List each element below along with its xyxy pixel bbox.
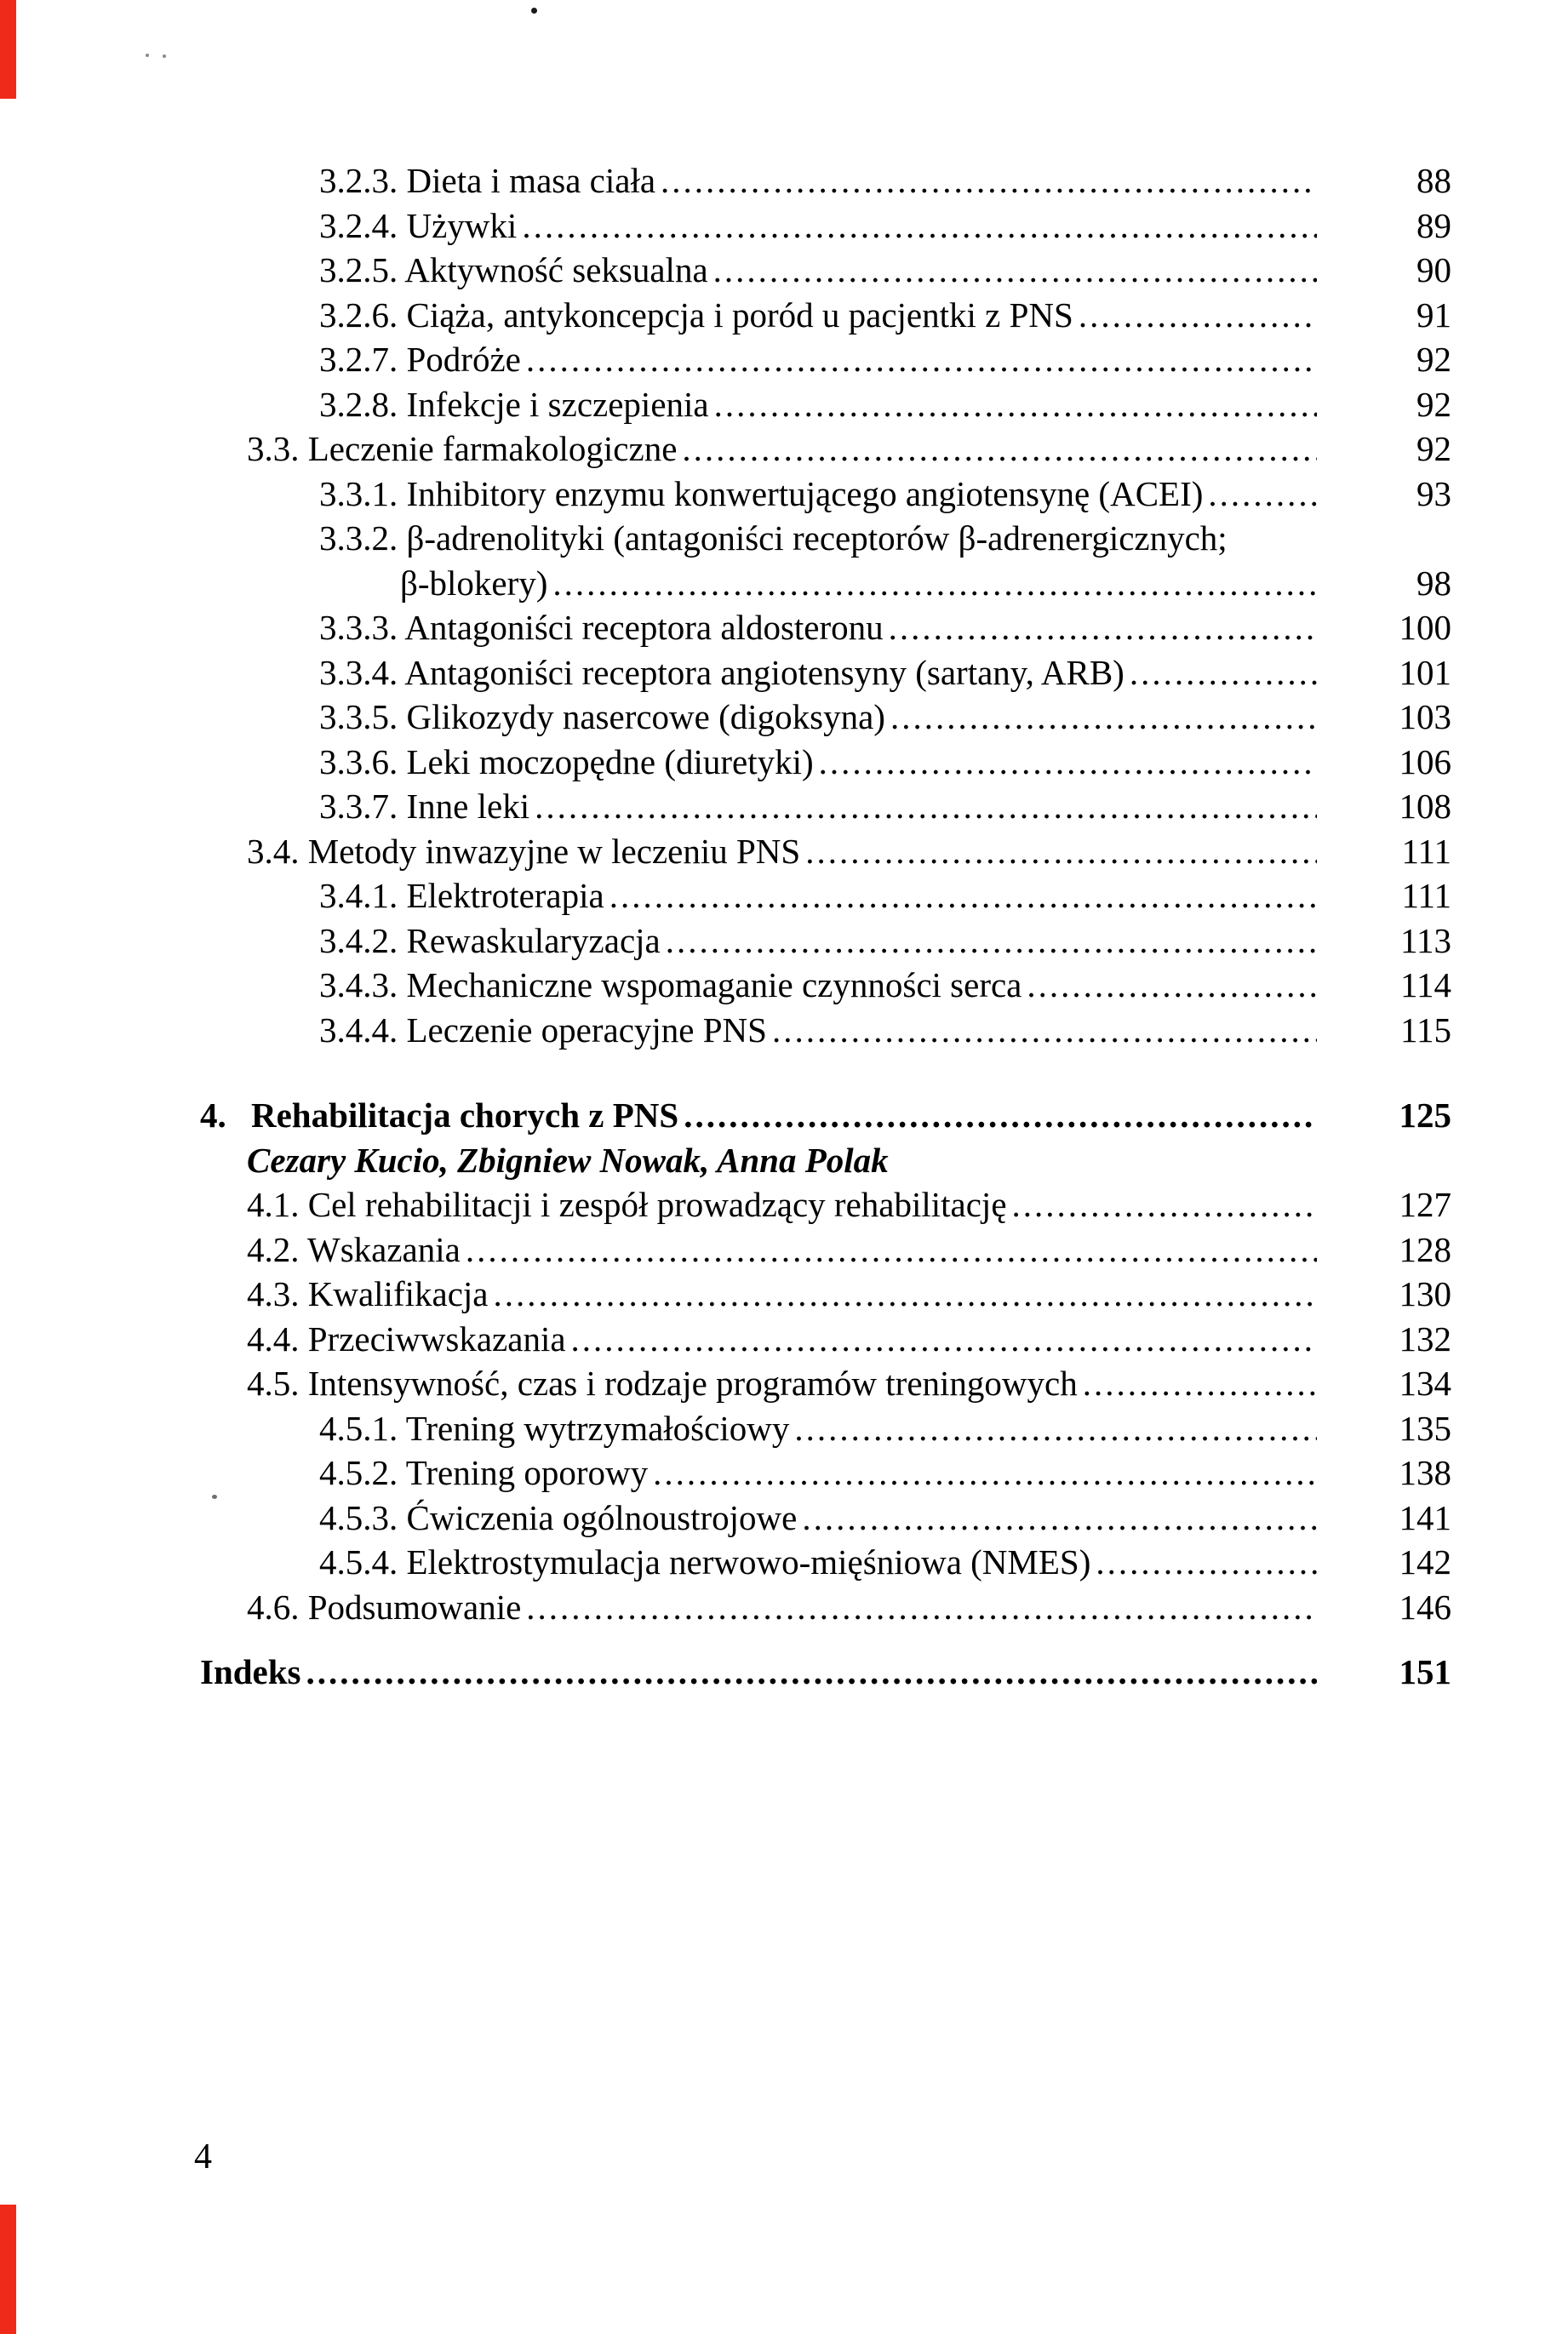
toc-entry-page: 92 [1416, 340, 1451, 379]
toc-entry-page: 142 [1399, 1542, 1451, 1582]
toc-entry [200, 1182, 1451, 1227]
toc-entry-label: 3.2.3. Dieta i masa ciała [319, 161, 656, 200]
toc-entry [200, 426, 1451, 472]
toc-entry-page: 134 [1399, 1364, 1451, 1403]
dot-leader [805, 829, 1317, 874]
page-number-footer: 4 [194, 2137, 212, 2177]
toc-entry-page: 141 [1399, 1497, 1451, 1537]
toc-entry [200, 1317, 1451, 1362]
toc-entry-label: 3.3.4. Antagoniści receptora angiotensyny (sartany, ARB) [319, 652, 1124, 692]
dot-leader [794, 1406, 1317, 1451]
toc-entry-page: 138 [1399, 1453, 1451, 1492]
toc-entry-label: 3.3.5. Glikozydy nasercowe (digoksyna) [319, 697, 885, 736]
toc-entry-label: 3.4. Metody inwazyjne w leczeniu PNS [247, 831, 801, 871]
toc-entry [200, 918, 1451, 964]
dot-leader [890, 695, 1317, 740]
dot-leader [535, 784, 1317, 829]
toc-entry-page: 111 [1401, 831, 1451, 871]
dot-leader [493, 1272, 1317, 1317]
toc-entry-label: 3.3.2. β-adrenolityki (antagoniści receptorów β-adrenergicznych; [319, 518, 1228, 558]
toc-entry-label: Rehabilitacja chorych z PNS [251, 1095, 679, 1135]
toc-entry [200, 1540, 1451, 1585]
toc-entry-page: 111 [1401, 876, 1451, 915]
dot-leader [666, 918, 1317, 964]
toc-entry-page: 135 [1399, 1408, 1451, 1448]
toc-entry-label: 3.2.7. Podróże [319, 340, 521, 379]
toc-entry-label: β-blokery) [400, 563, 548, 603]
toc-entry [200, 337, 1451, 382]
dot-leader [889, 605, 1317, 650]
toc-entry-page: 125 [1399, 1095, 1451, 1135]
toc-entry [200, 695, 1451, 740]
toc-entry [200, 963, 1451, 1008]
toc-entry-page: 151 [1399, 1652, 1451, 1691]
toc-entry [200, 1227, 1451, 1273]
dot-leader [571, 1317, 1317, 1362]
toc-entry-page: 106 [1399, 741, 1451, 781]
toc-entry-label: 4.3. Kwalifikacja [247, 1274, 489, 1313]
toc-entry-page: 128 [1399, 1229, 1451, 1269]
toc-entry [200, 382, 1451, 427]
toc-entry-label: 3.2.5. Aktywność seksualna [319, 250, 708, 289]
dot-leader [682, 426, 1317, 472]
toc-entry-page: 91 [1416, 295, 1451, 335]
toc-entry-label: 4.2. Wskazania [247, 1229, 461, 1269]
toc-entry-number: 4. [200, 1095, 226, 1135]
dot-leader [1012, 1182, 1317, 1227]
toc-entry-label: 3.2.8. Infekcje i szczepienia [319, 384, 709, 424]
dot-leader [466, 1227, 1317, 1273]
dot-leader [661, 158, 1317, 203]
dot-leader [713, 248, 1317, 293]
toc-entry-page: 132 [1399, 1319, 1451, 1359]
toc-entry-page: 98 [1416, 563, 1451, 603]
toc-entry-label: 3.3.1. Inhibitory enzymu konwertującego angiotensynę (ACEI) [319, 473, 1204, 513]
dot-leader [522, 203, 1317, 249]
scan-artifact-red-strip-bottom [0, 2205, 16, 2334]
scan-speck [146, 54, 149, 57]
toc-entry-page: 127 [1399, 1185, 1451, 1224]
table-of-contents [200, 158, 1451, 1695]
toc-entry-label: Cezary Kucio, Zbigniew Nowak, Anna Polak [247, 1140, 889, 1180]
toc-entry-label: 4.5.4. Elektrostymulacja nerwowo-mięśniowa (NMES) [319, 1542, 1091, 1582]
toc-entry-page: 90 [1416, 250, 1451, 289]
toc-entry [200, 1138, 1451, 1183]
toc-entry-label: 3.2.6. Ciąża, antykoncepcja i poród u pacjentki z PNS [319, 295, 1073, 335]
dot-leader [526, 1585, 1317, 1630]
toc-entry [200, 1650, 1451, 1695]
toc-entry-page: 146 [1399, 1587, 1451, 1627]
toc-entry [200, 561, 1451, 606]
dot-leader [819, 740, 1317, 785]
dot-leader [306, 1650, 1317, 1695]
toc-entry-label: 4.6. Podsumowanie [247, 1587, 522, 1627]
dot-leader [1130, 650, 1317, 695]
toc-entry [200, 740, 1451, 785]
toc-entry-page: 114 [1400, 965, 1451, 1004]
dot-leader [653, 1450, 1317, 1496]
toc-entry-page: 113 [1400, 920, 1451, 960]
toc-entry [200, 1008, 1451, 1053]
dot-leader [1027, 963, 1317, 1008]
toc-entry-label: 4.5.1. Trening wytrzymałościowy [319, 1408, 790, 1448]
toc-entry-page: 92 [1416, 429, 1451, 468]
toc-entry-label: 3.3. Leczenie farmakologiczne [247, 429, 678, 468]
toc-entry-label: Indeks [200, 1652, 301, 1691]
dot-leader [1079, 293, 1317, 338]
toc-entry-page: 130 [1399, 1274, 1451, 1313]
toc-entry-label: 3.2.4. Używki [319, 205, 518, 245]
toc-entry-page: 100 [1399, 608, 1451, 647]
toc-entry [200, 605, 1451, 650]
toc-entry [200, 158, 1451, 203]
dot-leader [684, 1093, 1317, 1138]
toc-entry [200, 873, 1451, 918]
dot-leader [802, 1496, 1317, 1541]
dot-leader [1208, 472, 1317, 517]
dot-leader [714, 382, 1317, 427]
dot-leader [609, 873, 1317, 918]
toc-entry-label: 4.5. Intensywność, czas i rodzaje programów treningowych [247, 1364, 1078, 1403]
dot-leader [1096, 1540, 1317, 1585]
toc-entry-page: 115 [1400, 1010, 1451, 1050]
dot-leader [1083, 1361, 1317, 1406]
toc-entry-label: 4.5.3. Ćwiczenia ogólnoustrojowe [319, 1497, 798, 1537]
toc-entry [200, 1496, 1451, 1541]
toc-entry-page: 89 [1416, 205, 1451, 245]
dot-leader [772, 1008, 1317, 1053]
toc-entry-page: 93 [1416, 473, 1451, 513]
dot-leader [552, 561, 1317, 606]
toc-entry [200, 516, 1451, 561]
toc-entry [200, 1406, 1451, 1451]
toc-entry [200, 1272, 1451, 1317]
toc-entry-label: 4.1. Cel rehabilitacji i zespół prowadzący rehabilitację [247, 1185, 1007, 1224]
toc-entry [200, 203, 1451, 249]
toc-entry-page: 108 [1399, 787, 1451, 826]
toc-entry-label: 3.4.1. Elektroterapia [319, 876, 604, 915]
scan-speck [163, 54, 166, 58]
dot-leader [526, 337, 1317, 382]
toc-entry [200, 650, 1451, 695]
toc-entry-label: 4.5.2. Trening oporowy [319, 1453, 649, 1492]
toc-entry [200, 248, 1451, 293]
toc-entry [200, 1450, 1451, 1496]
scan-artifact-red-strip-top [0, 0, 16, 99]
toc-entry-label: 3.3.7. Inne leki [319, 787, 530, 826]
toc-entry-label: 4.4. Przeciwwskazania [247, 1319, 566, 1359]
toc-entry-label: 3.4.3. Mechaniczne wspomaganie czynności serca [319, 965, 1022, 1004]
scan-speck [531, 8, 537, 14]
toc-entry-label: 3.3.3. Antagoniści receptora aldosteronu [319, 608, 884, 647]
toc-entry-label: 3.4.2. Rewaskularyzacja [319, 920, 661, 960]
toc-entry [200, 293, 1451, 338]
toc-entry-page: 103 [1399, 697, 1451, 736]
toc-entry-page: 101 [1399, 652, 1451, 692]
toc-entry-label: 3.3.6. Leki moczopędne (diuretyki) [319, 741, 814, 781]
toc-entry [200, 829, 1451, 874]
toc-entry-page: 88 [1416, 161, 1451, 200]
toc-entry [200, 472, 1451, 517]
toc-entry-page: 92 [1416, 384, 1451, 424]
toc-entry [200, 1361, 1451, 1406]
toc-entry-label: 3.4.4. Leczenie operacyjne PNS [319, 1010, 767, 1050]
toc-entry [200, 1585, 1451, 1630]
toc-entry [200, 784, 1451, 829]
toc-entry [200, 1093, 1451, 1138]
